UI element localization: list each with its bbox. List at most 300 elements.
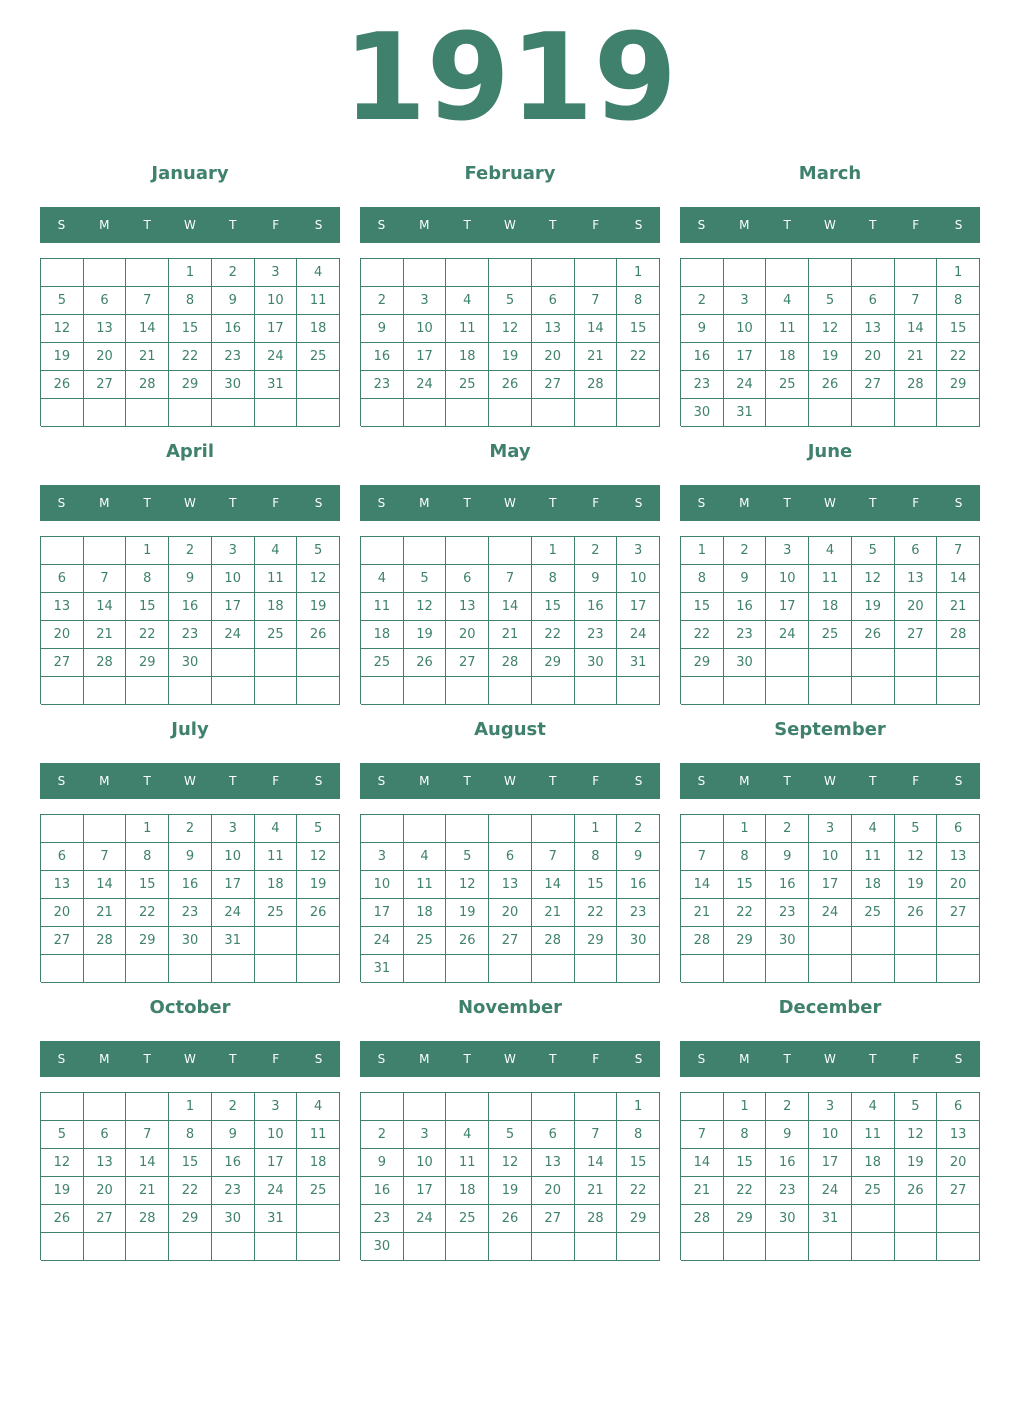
day-cell: 31 — [724, 399, 767, 427]
day-cell: 22 — [724, 899, 767, 927]
day-cell — [809, 955, 852, 983]
weekday-label: S — [57, 1052, 66, 1066]
weekday-label: S — [314, 1052, 323, 1066]
day-cell: 7 — [126, 1121, 169, 1149]
day-cell: 21 — [532, 899, 575, 927]
day-cell: 6 — [895, 537, 938, 565]
day-cell: 11 — [361, 593, 404, 621]
day-grid — [680, 536, 980, 704]
weekday-label: T — [549, 218, 557, 232]
day-cell — [297, 1233, 340, 1261]
weekday-label: F — [912, 496, 920, 510]
day-cell — [852, 1205, 895, 1233]
day-cell — [681, 259, 724, 287]
month-december — [680, 994, 980, 1260]
day-cell — [809, 927, 852, 955]
day-cell — [446, 1093, 489, 1121]
day-cell: 26 — [852, 621, 895, 649]
day-cell: 11 — [766, 315, 809, 343]
day-cell — [84, 815, 127, 843]
day-cell — [41, 537, 84, 565]
weekday-label: S — [697, 218, 706, 232]
day-cell — [937, 399, 980, 427]
day-cell: 8 — [681, 565, 724, 593]
weekday-header — [360, 763, 660, 799]
day-cell — [489, 955, 532, 983]
month-february — [360, 160, 660, 426]
weekday-label: S — [634, 218, 643, 232]
day-cell: 26 — [895, 899, 938, 927]
day-cell: 23 — [361, 371, 404, 399]
day-cell: 20 — [84, 343, 127, 371]
weekday-label: T — [869, 218, 877, 232]
day-cell — [532, 1233, 575, 1261]
day-cell: 21 — [895, 343, 938, 371]
weekday-label: W — [504, 496, 516, 510]
weekday-header — [40, 763, 340, 799]
day-cell: 13 — [489, 871, 532, 899]
day-cell — [852, 955, 895, 983]
day-cell: 27 — [852, 371, 895, 399]
weekday-label: F — [912, 774, 920, 788]
day-cell — [681, 955, 724, 983]
day-cell: 10 — [809, 1121, 852, 1149]
weekday-label: S — [57, 218, 66, 232]
day-cell — [852, 1233, 895, 1261]
day-cell: 23 — [212, 343, 255, 371]
day-cell: 18 — [446, 343, 489, 371]
day-cell: 5 — [895, 1093, 938, 1121]
day-cell — [41, 955, 84, 983]
day-cell: 6 — [532, 287, 575, 315]
day-cell: 5 — [809, 287, 852, 315]
day-cell: 24 — [766, 621, 809, 649]
day-cell — [937, 1233, 980, 1261]
day-cell: 13 — [852, 315, 895, 343]
day-cell: 10 — [809, 843, 852, 871]
day-cell: 26 — [489, 371, 532, 399]
day-cell: 7 — [681, 843, 724, 871]
day-cell: 21 — [126, 343, 169, 371]
day-cell: 31 — [809, 1205, 852, 1233]
day-cell — [852, 677, 895, 705]
day-cell: 22 — [575, 899, 618, 927]
day-cell: 10 — [766, 565, 809, 593]
day-cell: 16 — [361, 1177, 404, 1205]
day-cell: 9 — [724, 565, 767, 593]
day-cell: 29 — [724, 927, 767, 955]
day-cell — [255, 1233, 298, 1261]
day-cell: 16 — [617, 871, 660, 899]
weekday-label: T — [869, 496, 877, 510]
weekday-label: S — [57, 774, 66, 788]
day-cell: 24 — [809, 899, 852, 927]
day-cell: 28 — [84, 649, 127, 677]
day-cell: 5 — [446, 843, 489, 871]
day-cell: 18 — [297, 315, 340, 343]
day-cell: 24 — [404, 1205, 447, 1233]
day-cell — [489, 1093, 532, 1121]
day-cell: 18 — [255, 593, 298, 621]
day-cell: 2 — [617, 815, 660, 843]
day-cell — [255, 399, 298, 427]
day-cell: 2 — [212, 1093, 255, 1121]
day-cell: 22 — [126, 621, 169, 649]
day-cell: 6 — [532, 1121, 575, 1149]
day-cell — [297, 677, 340, 705]
weekday-label: S — [314, 774, 323, 788]
weekday-label: F — [912, 1052, 920, 1066]
day-cell: 4 — [446, 287, 489, 315]
day-cell: 31 — [255, 1205, 298, 1233]
day-cell: 23 — [681, 371, 724, 399]
weekday-label: S — [634, 1052, 643, 1066]
month-september — [680, 716, 980, 982]
day-cell — [809, 259, 852, 287]
day-cell — [126, 1093, 169, 1121]
day-cell: 17 — [809, 871, 852, 899]
weekday-label: M — [99, 218, 110, 232]
day-cell: 17 — [212, 593, 255, 621]
day-cell — [766, 677, 809, 705]
day-cell: 4 — [809, 537, 852, 565]
day-cell: 23 — [766, 899, 809, 927]
day-cell: 18 — [852, 871, 895, 899]
day-cell: 14 — [575, 1149, 618, 1177]
day-cell: 19 — [297, 593, 340, 621]
day-cell: 24 — [255, 343, 298, 371]
day-cell: 15 — [169, 1149, 212, 1177]
day-cell: 17 — [361, 899, 404, 927]
day-cell — [212, 399, 255, 427]
day-cell: 18 — [255, 871, 298, 899]
day-cell: 13 — [937, 1121, 980, 1149]
day-cell — [809, 649, 852, 677]
day-cell — [169, 955, 212, 983]
day-cell — [895, 1233, 938, 1261]
day-cell: 12 — [895, 1121, 938, 1149]
day-cell: 16 — [575, 593, 618, 621]
day-cell: 15 — [126, 871, 169, 899]
weekday-label: F — [272, 496, 280, 510]
day-cell: 22 — [169, 1177, 212, 1205]
day-cell: 5 — [895, 815, 938, 843]
day-cell: 21 — [84, 621, 127, 649]
day-cell: 2 — [724, 537, 767, 565]
day-cell: 20 — [41, 621, 84, 649]
day-cell — [681, 1233, 724, 1261]
month-october — [40, 994, 340, 1260]
day-cell: 17 — [724, 343, 767, 371]
day-cell — [575, 399, 618, 427]
day-cell: 13 — [41, 593, 84, 621]
day-cell: 25 — [766, 371, 809, 399]
day-cell — [895, 259, 938, 287]
month-name: August — [474, 719, 546, 740]
weekday-label: T — [143, 774, 151, 788]
day-cell: 12 — [41, 315, 84, 343]
day-cell: 8 — [575, 843, 618, 871]
weekday-label: F — [592, 1052, 600, 1066]
day-cell — [575, 259, 618, 287]
day-cell — [84, 259, 127, 287]
day-cell: 30 — [575, 649, 618, 677]
day-cell: 5 — [41, 1121, 84, 1149]
month-name: October — [149, 997, 231, 1018]
day-cell — [681, 1093, 724, 1121]
day-cell — [446, 815, 489, 843]
day-cell: 14 — [895, 315, 938, 343]
day-cell: 4 — [852, 815, 895, 843]
weekday-header — [360, 207, 660, 243]
day-cell: 2 — [212, 259, 255, 287]
day-cell — [404, 399, 447, 427]
day-cell: 14 — [681, 871, 724, 899]
weekday-header — [680, 207, 980, 243]
day-cell: 4 — [361, 565, 404, 593]
weekday-label: S — [697, 1052, 706, 1066]
day-cell: 11 — [255, 565, 298, 593]
weekday-label: T — [463, 218, 471, 232]
weekday-header — [360, 485, 660, 521]
day-cell: 27 — [937, 899, 980, 927]
weekday-label: T — [549, 1052, 557, 1066]
day-cell: 19 — [895, 871, 938, 899]
day-cell: 1 — [724, 815, 767, 843]
day-cell: 30 — [724, 649, 767, 677]
day-cell: 30 — [766, 1205, 809, 1233]
weekday-label: T — [143, 496, 151, 510]
day-cell — [809, 677, 852, 705]
day-cell — [404, 955, 447, 983]
months-grid — [40, 160, 980, 1260]
day-cell: 16 — [766, 871, 809, 899]
weekday-label: S — [697, 774, 706, 788]
day-cell: 15 — [575, 871, 618, 899]
day-cell: 8 — [724, 1121, 767, 1149]
day-cell: 20 — [852, 343, 895, 371]
day-cell — [169, 1233, 212, 1261]
weekday-label: W — [824, 774, 836, 788]
weekday-label: S — [377, 1052, 386, 1066]
day-cell: 5 — [297, 537, 340, 565]
weekday-label: M — [739, 218, 750, 232]
weekday-label: T — [229, 1052, 237, 1066]
day-cell — [809, 399, 852, 427]
day-cell: 29 — [169, 1205, 212, 1233]
day-cell: 2 — [766, 1093, 809, 1121]
day-grid — [360, 536, 660, 704]
day-cell: 26 — [809, 371, 852, 399]
day-cell — [766, 399, 809, 427]
weekday-label: M — [739, 496, 750, 510]
weekday-label: M — [419, 496, 430, 510]
weekday-label: S — [314, 496, 323, 510]
day-cell — [446, 259, 489, 287]
day-cell: 28 — [575, 371, 618, 399]
day-cell: 19 — [297, 871, 340, 899]
day-cell: 9 — [766, 843, 809, 871]
day-cell: 17 — [404, 1177, 447, 1205]
day-cell: 27 — [41, 649, 84, 677]
day-cell: 8 — [617, 287, 660, 315]
weekday-header — [680, 1041, 980, 1077]
day-cell — [617, 1233, 660, 1261]
day-cell: 25 — [297, 1177, 340, 1205]
day-cell: 23 — [169, 621, 212, 649]
day-cell: 21 — [937, 593, 980, 621]
day-cell — [852, 259, 895, 287]
day-cell: 4 — [297, 259, 340, 287]
day-cell: 16 — [169, 871, 212, 899]
day-cell: 18 — [404, 899, 447, 927]
day-cell — [361, 1093, 404, 1121]
day-cell: 25 — [852, 1177, 895, 1205]
day-cell: 8 — [126, 843, 169, 871]
day-cell — [937, 927, 980, 955]
weekday-label: S — [954, 218, 963, 232]
day-cell: 28 — [895, 371, 938, 399]
day-grid — [40, 258, 340, 426]
day-cell: 25 — [446, 1205, 489, 1233]
day-cell: 2 — [169, 537, 212, 565]
day-cell: 27 — [446, 649, 489, 677]
day-cell — [361, 815, 404, 843]
day-cell: 15 — [937, 315, 980, 343]
day-cell — [895, 649, 938, 677]
day-cell — [895, 927, 938, 955]
day-cell — [937, 1205, 980, 1233]
weekday-label: S — [57, 496, 66, 510]
day-cell: 25 — [255, 899, 298, 927]
day-cell: 25 — [446, 371, 489, 399]
day-cell: 25 — [809, 621, 852, 649]
day-cell: 7 — [681, 1121, 724, 1149]
day-cell — [766, 955, 809, 983]
weekday-label: T — [549, 774, 557, 788]
weekday-label: M — [419, 218, 430, 232]
year-title: 1919 — [343, 9, 677, 148]
weekday-label: W — [184, 1052, 196, 1066]
day-cell — [446, 677, 489, 705]
day-cell: 22 — [617, 1177, 660, 1205]
month-name: November — [457, 997, 563, 1018]
day-cell: 21 — [681, 899, 724, 927]
weekday-label: T — [463, 774, 471, 788]
weekday-label: M — [419, 1052, 430, 1066]
day-cell: 7 — [84, 843, 127, 871]
day-cell — [297, 649, 340, 677]
day-cell: 12 — [446, 871, 489, 899]
day-cell — [212, 955, 255, 983]
day-cell: 10 — [212, 843, 255, 871]
weekday-label: W — [184, 774, 196, 788]
day-cell — [532, 259, 575, 287]
day-cell: 7 — [532, 843, 575, 871]
day-cell: 12 — [895, 843, 938, 871]
weekday-label: S — [954, 774, 963, 788]
day-cell: 2 — [681, 287, 724, 315]
day-cell: 1 — [126, 815, 169, 843]
day-cell: 18 — [361, 621, 404, 649]
day-cell: 13 — [937, 843, 980, 871]
day-cell: 10 — [617, 565, 660, 593]
day-cell: 20 — [489, 899, 532, 927]
day-grid — [360, 258, 660, 426]
month-august — [360, 716, 660, 982]
day-cell: 13 — [41, 871, 84, 899]
day-cell — [681, 815, 724, 843]
day-cell: 7 — [575, 1121, 618, 1149]
day-cell — [404, 1093, 447, 1121]
month-april — [40, 438, 340, 704]
day-cell: 6 — [937, 1093, 980, 1121]
month-name: March — [798, 163, 862, 184]
weekday-label: S — [314, 218, 323, 232]
weekday-label: T — [783, 218, 791, 232]
day-cell: 9 — [575, 565, 618, 593]
day-cell: 30 — [169, 649, 212, 677]
day-cell: 28 — [126, 1205, 169, 1233]
day-cell: 5 — [852, 537, 895, 565]
day-cell: 23 — [361, 1205, 404, 1233]
day-cell: 28 — [126, 371, 169, 399]
day-cell: 20 — [446, 621, 489, 649]
day-cell: 4 — [297, 1093, 340, 1121]
day-cell: 22 — [532, 621, 575, 649]
day-cell: 20 — [532, 1177, 575, 1205]
day-cell: 3 — [404, 1121, 447, 1149]
day-cell: 22 — [681, 621, 724, 649]
day-cell: 14 — [84, 871, 127, 899]
day-cell: 24 — [617, 621, 660, 649]
day-cell: 1 — [532, 537, 575, 565]
weekday-label: S — [377, 496, 386, 510]
day-cell: 20 — [937, 871, 980, 899]
day-cell — [446, 1233, 489, 1261]
day-cell: 1 — [575, 815, 618, 843]
day-cell — [532, 399, 575, 427]
month-name: January — [151, 163, 229, 184]
day-cell — [404, 259, 447, 287]
day-cell — [766, 649, 809, 677]
day-cell — [937, 649, 980, 677]
day-cell: 26 — [446, 927, 489, 955]
weekday-label: T — [143, 218, 151, 232]
day-cell: 28 — [489, 649, 532, 677]
weekday-label: F — [272, 218, 280, 232]
day-cell: 29 — [724, 1205, 767, 1233]
day-cell — [84, 399, 127, 427]
day-cell: 9 — [169, 843, 212, 871]
day-cell: 18 — [852, 1149, 895, 1177]
day-cell — [937, 677, 980, 705]
day-cell: 20 — [41, 899, 84, 927]
day-cell: 7 — [575, 287, 618, 315]
day-cell: 12 — [297, 565, 340, 593]
day-cell: 19 — [446, 899, 489, 927]
day-cell: 13 — [84, 1149, 127, 1177]
day-cell: 28 — [937, 621, 980, 649]
day-cell — [724, 259, 767, 287]
day-cell — [575, 1233, 618, 1261]
day-cell: 12 — [852, 565, 895, 593]
day-cell — [404, 537, 447, 565]
day-grid — [40, 1092, 340, 1260]
weekday-label: T — [549, 496, 557, 510]
day-cell: 23 — [617, 899, 660, 927]
day-cell: 12 — [297, 843, 340, 871]
